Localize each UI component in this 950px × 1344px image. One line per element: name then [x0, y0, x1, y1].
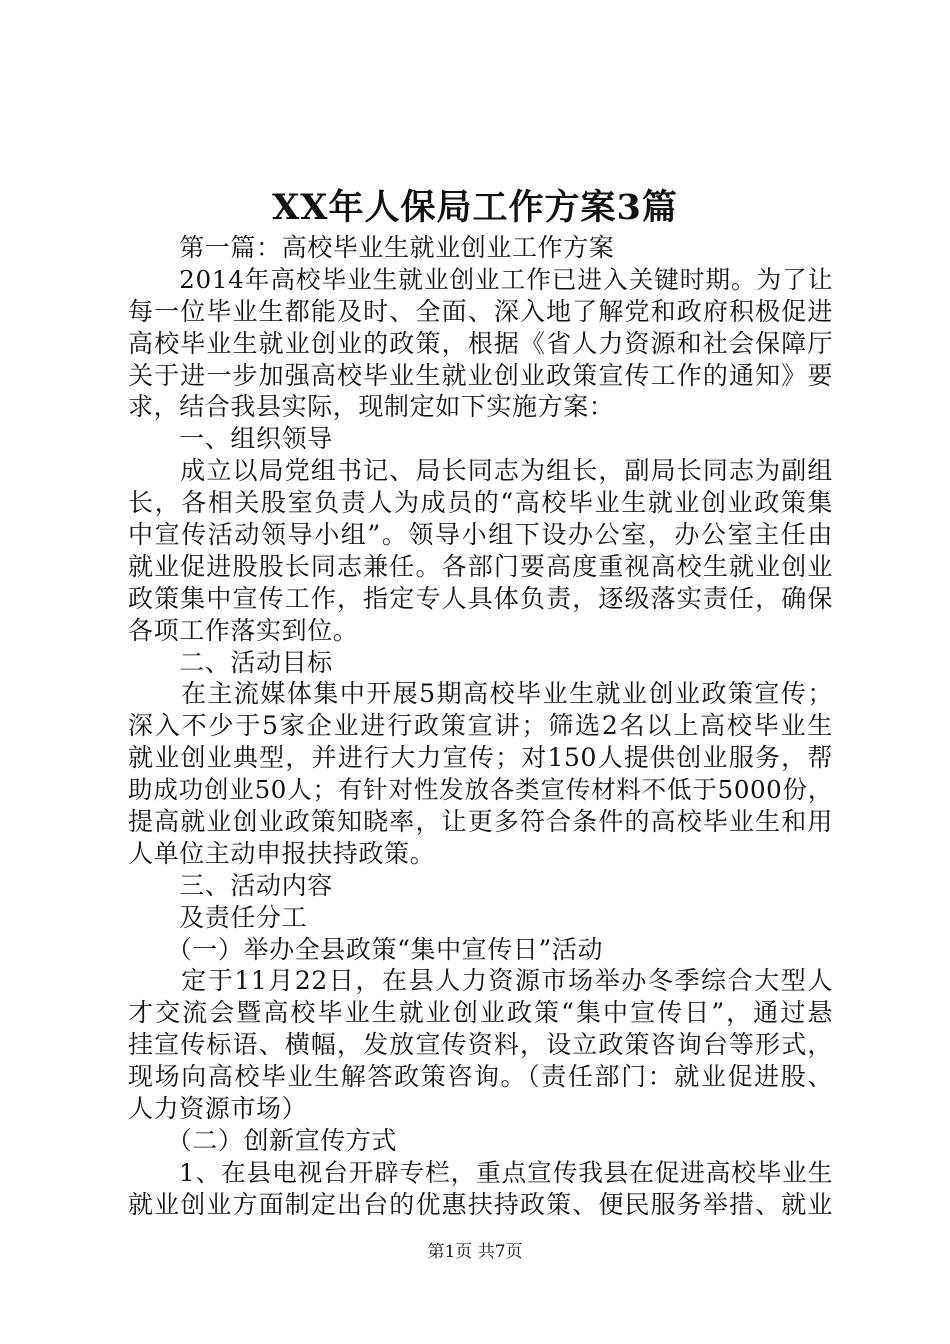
document-title: XX年人保局工作方案3篇	[272, 187, 678, 228]
body-line: 第一篇：高校毕业生就业创业工作方案	[128, 233, 615, 262]
body-line: 二、活动目标	[128, 647, 333, 677]
body-line: 求，结合我县实际，现制定如下实施方案：	[128, 392, 615, 422]
body-line: 各项工作落实到位。	[128, 615, 359, 645]
body-line: 就业创业方面制定出台的优惠扶持政策、便民服务举措、就业	[128, 1189, 833, 1219]
body-line: 才交流会暨高校毕业生就业创业政策“集中宣传日”，通过悬	[128, 998, 833, 1028]
body-line: 助成功创业50人；有针对性发放各类宣传材料不低于5000份，	[128, 775, 833, 805]
body-line: （二）创新宣传方式	[128, 1125, 398, 1155]
body-line: 及责任分工	[128, 902, 308, 932]
body-line: 三、活动内容	[128, 870, 333, 900]
body-line: （一）举办全县政策“集中宣传日”活动	[128, 934, 604, 964]
body-line: 在主流媒体集中开展5期高校毕业生就业创业政策宣传；	[128, 679, 833, 709]
body-line: 就业促进股股长同志兼任。各部门要高度重视高校生就业创业	[128, 551, 833, 581]
body-line: 人单位主动申报扶持政策。	[128, 838, 436, 868]
page-number-footer: 第1页 共7页	[427, 1242, 523, 1262]
body-line: 长，各相关股室负责人为成员的“高校毕业生就业创业政策集	[128, 488, 833, 518]
body-line: 人力资源市场）	[128, 1094, 308, 1124]
body-line: 高校毕业生就业创业的政策，根据《省人力资源和社会保障厅	[128, 328, 833, 358]
body-line: 就业创业典型，并进行大力宣传；对150人提供创业服务，帮	[128, 743, 833, 773]
body-line: 每一位毕业生都能及时、全面、深入地了解党和政府积极促进	[128, 296, 833, 326]
body-line: 提高就业创业政策知晓率，让更多符合条件的高校毕业生和用	[128, 807, 833, 837]
body-line: 1、在县电视台开辟专栏，重点宣传我县在促进高校毕业生	[128, 1157, 833, 1187]
body-line: 现场向高校毕业生解答政策咨询。（责任部门：就业促进股、	[128, 1062, 833, 1092]
body-line: 2014年高校毕业生就业创业工作已进入关键时期。为了让	[128, 264, 833, 294]
body-line: 一、组织领导	[128, 424, 333, 454]
body-line: 关于进一步加强高校毕业生就业创业政策宣传工作的通知》要	[128, 360, 833, 390]
document-body	[128, 232, 833, 1221]
body-line: 深入不少于5家企业进行政策宣讲；筛选2名以上高校毕业生	[128, 711, 833, 741]
body-line: 政策集中宣传工作，指定专人具体负责，逐级落实责任，确保	[128, 583, 833, 613]
body-line: 定于11月22日，在县人力资源市场举办冬季综合大型人	[128, 966, 833, 996]
body-line: 中宣传活动领导小组”。领导小组下设办公室，办公室主任由	[128, 520, 833, 550]
body-line: 成立以局党组书记、局长同志为组长，副局长同志为副组	[128, 456, 833, 486]
body-line: 挂宣传标语、横幅，发放宣传资料，设立政策咨询台等形式，	[128, 1030, 833, 1060]
